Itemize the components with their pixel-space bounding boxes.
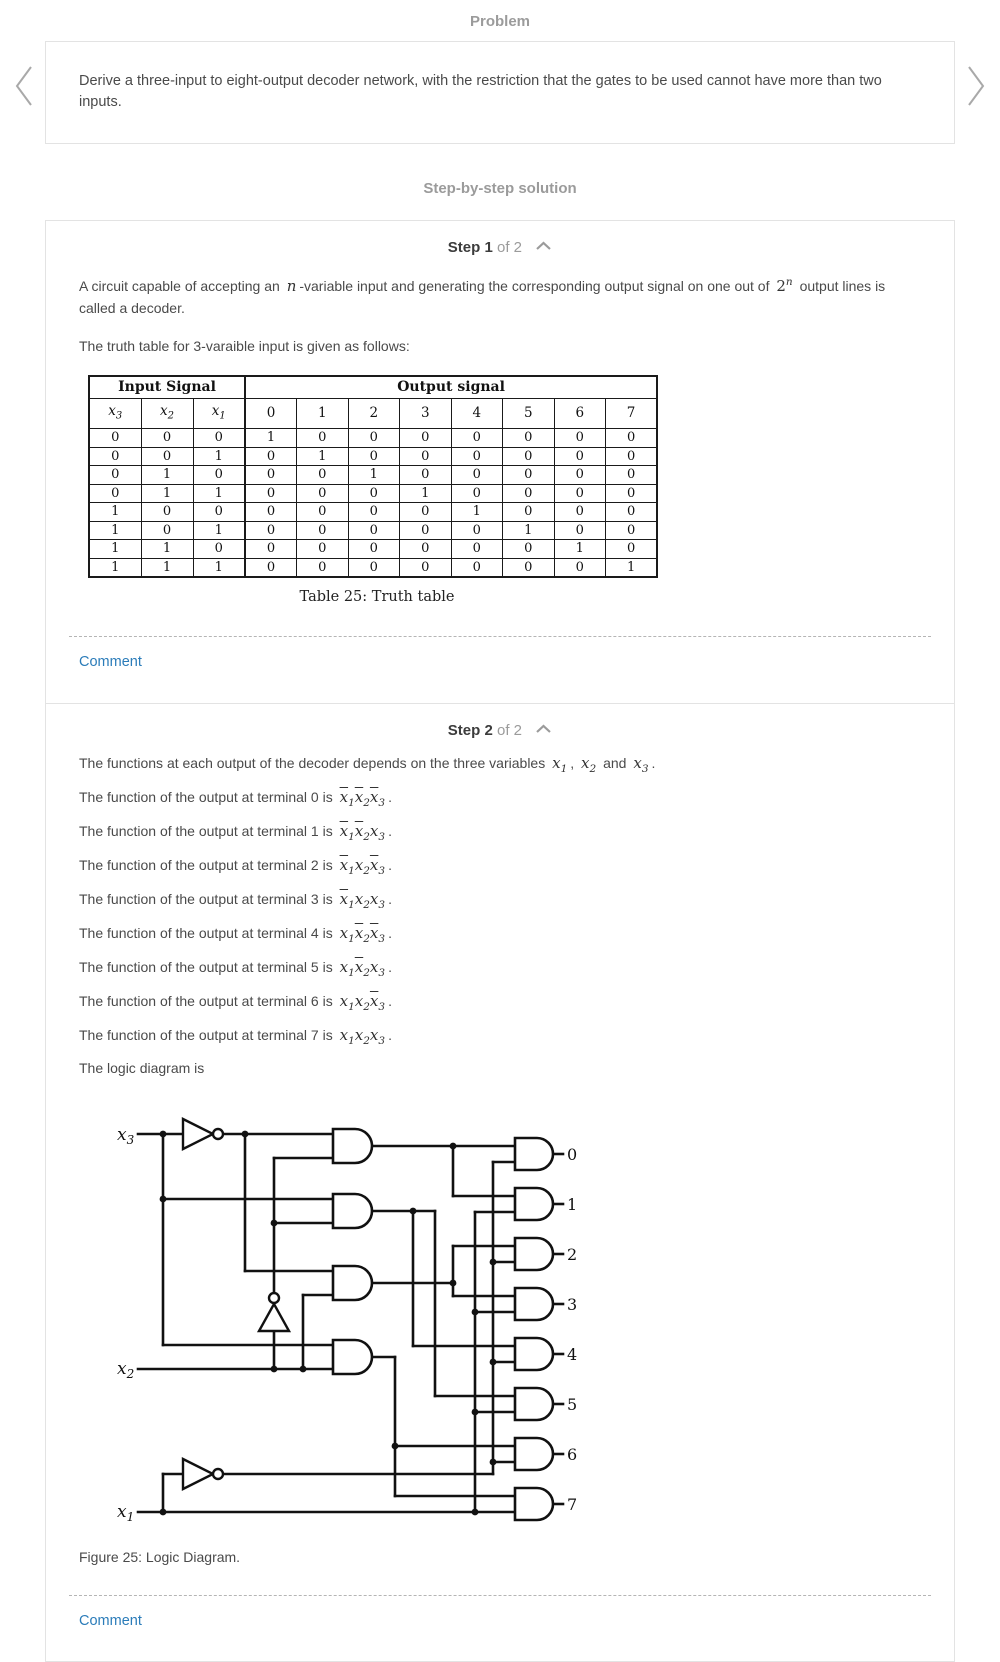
table-row [89, 503, 657, 522]
table-cell: 0 [297, 503, 349, 522]
table-cell: 0 [193, 429, 245, 448]
math-expression: $x_1\overline{x}_2\overline{x}_3$ [339, 924, 386, 946]
table-cell: 1 [554, 540, 606, 559]
table-output-col-header: 4 [451, 398, 503, 429]
table-cell: 0 [554, 429, 606, 448]
and-gates-output [515, 1138, 553, 1520]
truth-table [88, 375, 658, 579]
chevron-up-icon [535, 238, 552, 255]
table-cell: 0 [193, 540, 245, 559]
table-group-header-output: Output signal [245, 376, 657, 399]
table-cell: 0 [193, 466, 245, 485]
table-cell: 1 [141, 540, 193, 559]
table-cell: 1 [141, 558, 193, 577]
table-cell: 0 [297, 466, 349, 485]
step-2-card [45, 703, 955, 1662]
table-caption: Table 25: Truth table [299, 589, 455, 606]
table-cell: 0 [451, 558, 503, 577]
step1-paragraph-2: The truth table for 3-varaible input is given as follows: [79, 337, 410, 354]
step1-paragraph-1: A circuit capable of accepting an n -variable input and generating the corresponding output signal on one out of 2$^n$ output lines is called a decoder. [79, 276, 886, 316]
table-cell: 1 [297, 447, 349, 466]
not-gate-x1 [183, 1459, 223, 1489]
math-expression: $\overline{x}_1\overline{x}_2\overline{x}_3$ [339, 788, 386, 810]
table-output-col-header: 3 [400, 398, 452, 429]
table-cell: 0 [348, 484, 400, 503]
output-label-7: 7 [567, 1494, 578, 1514]
table-cell: 0 [245, 466, 297, 485]
comment-link[interactable]: Comment [79, 1612, 142, 1629]
step-1-of: of 2 [496, 239, 523, 257]
table-subheader-row [89, 398, 657, 429]
table-cell: 0 [297, 521, 349, 540]
table-cell: 0 [606, 484, 658, 503]
table-cell: 0 [400, 466, 452, 485]
table-cell: 0 [451, 447, 503, 466]
logic-diagram [103, 1091, 578, 1531]
table-cell: 1 [400, 484, 452, 503]
and-gates-first-level [333, 1129, 372, 1374]
math-expression: $\overline{x}_1\overline{x}_2x_3$ [339, 822, 386, 844]
step2-line-9: The logic diagram is [79, 1060, 205, 1077]
table-cell: 0 [348, 540, 400, 559]
table-cell: 0 [297, 540, 349, 559]
table-cell: 0 [297, 558, 349, 577]
table-row [89, 540, 657, 559]
collapse-step-1-button[interactable] [535, 238, 552, 255]
table-cell: 0 [141, 429, 193, 448]
table-input-col-header: $x_1$ [193, 398, 245, 429]
table-cell: 0 [245, 540, 297, 559]
step-2-of: of 2 [496, 721, 523, 739]
table-cell: 1 [451, 503, 503, 522]
output-label-0: 0 [567, 1144, 578, 1164]
table-cell: 1 [141, 466, 193, 485]
table-cell: 0 [297, 429, 349, 448]
table-cell: 0 [606, 466, 658, 485]
table-cell: 0 [606, 447, 658, 466]
step-2-label: Step 2 [447, 721, 493, 739]
math-expression: $x_2$ [581, 754, 597, 776]
page-title: Problem [469, 13, 530, 30]
table-cell: 0 [245, 447, 297, 466]
table-cell: 0 [89, 466, 141, 485]
table-cell: 0 [89, 447, 141, 466]
table-output-col-header: 2 [348, 398, 400, 429]
table-cell: 1 [193, 447, 245, 466]
table-cell: 0 [554, 484, 606, 503]
output-label-6: 6 [567, 1444, 578, 1464]
table-row [89, 447, 657, 466]
table-cell: 0 [503, 447, 555, 466]
table-cell: 0 [554, 466, 606, 485]
output-label-2: 2 [567, 1244, 578, 1264]
table-cell: 0 [193, 503, 245, 522]
table-output-col-header: 0 [245, 398, 297, 429]
table-cell: 0 [554, 503, 606, 522]
math-expression: $x_1x_2\overline{x}_3$ [339, 992, 386, 1014]
table-output-col-header: 5 [503, 398, 555, 429]
table-cell: 1 [348, 466, 400, 485]
step-1-header [46, 221, 954, 258]
table-output-col-header: 6 [554, 398, 606, 429]
math-expression: $x_3$ [633, 754, 649, 776]
table-output-col-header: 7 [606, 398, 658, 429]
table-cell: 0 [554, 521, 606, 540]
table-cell: 0 [503, 466, 555, 485]
table-cell: 0 [245, 558, 297, 577]
table-row [89, 521, 657, 540]
table-cell: 0 [503, 484, 555, 503]
input-label-x2: $x_2$ [117, 1358, 135, 1381]
table-cell: 1 [503, 521, 555, 540]
table-cell: 0 [89, 429, 141, 448]
table-input-col-header: $x_3$ [89, 398, 141, 429]
chevron-up-icon [535, 721, 552, 738]
table-cell: 0 [141, 503, 193, 522]
table-cell: 0 [606, 521, 658, 540]
table-cell: 1 [89, 558, 141, 577]
output-label-1: 1 [567, 1194, 578, 1214]
step2-line-2: The function of the output at terminal 1 is $\overline{x}_1\overline{x}_2x_3$ . [79, 822, 392, 844]
math-expression: $x_1$ [552, 754, 568, 776]
figure-caption: Figure 25: Logic Diagram. [79, 1548, 241, 1565]
table-cell: 0 [606, 540, 658, 559]
table-cell: 0 [141, 447, 193, 466]
table-cell: 0 [451, 540, 503, 559]
table-cell: 0 [400, 540, 452, 559]
collapse-step-2-button[interactable] [535, 721, 552, 738]
table-cell: 0 [606, 429, 658, 448]
chevron-left-icon [12, 97, 36, 114]
table-cell: 0 [348, 558, 400, 577]
table-cell: 0 [89, 484, 141, 503]
table-cell: 0 [503, 429, 555, 448]
step2-line-5: The function of the output at terminal 4 is $x_1\overline{x}_2\overline{x}_3$ . [79, 924, 392, 946]
table-cell: 0 [348, 521, 400, 540]
table-cell: 0 [451, 521, 503, 540]
junction-dots [160, 1130, 497, 1515]
table-cell: 1 [193, 558, 245, 577]
problem-card [45, 41, 955, 144]
step2-text-block [79, 752, 921, 1079]
step2-line-6: The function of the output at terminal 5 is $x_1\overline{x}_2x_3$ . [79, 958, 392, 980]
table-cell: 1 [89, 540, 141, 559]
table-cell: 0 [503, 558, 555, 577]
step-divider [69, 1595, 931, 1596]
table-cell: 0 [554, 558, 606, 577]
step2-line-4: The function of the output at terminal 3 is $\overline{x}_1x_2x_3$ . [79, 890, 392, 912]
table-cell: 0 [451, 429, 503, 448]
table-cell: 1 [193, 484, 245, 503]
comment-link[interactable]: Comment [79, 653, 142, 670]
chevron-right-icon [964, 97, 988, 114]
table-cell: 0 [245, 521, 297, 540]
table-cell: 0 [400, 558, 452, 577]
table-cell: 0 [606, 503, 658, 522]
table-cell: 0 [503, 540, 555, 559]
table-cell: 0 [400, 521, 452, 540]
table-cell: 0 [245, 503, 297, 522]
table-cell: 0 [400, 429, 452, 448]
table-cell: 1 [141, 484, 193, 503]
table-cell: 1 [89, 503, 141, 522]
prev-problem-button[interactable] [10, 60, 38, 117]
table-cell: 0 [348, 503, 400, 522]
step2-line-7: The function of the output at terminal 6 is $x_1x_2\overline{x}_3$ . [79, 992, 392, 1014]
input-label-x3: $x_3$ [117, 1124, 135, 1147]
table-cell: 0 [400, 503, 452, 522]
table-row [89, 558, 657, 577]
table-cell: 0 [451, 466, 503, 485]
math-expression: n [286, 277, 297, 296]
table-cell: 0 [348, 429, 400, 448]
math-expression: $x_1x_2x_3$ [339, 1026, 386, 1048]
step-1-label: Step 1 [447, 239, 493, 257]
math-expression: $\overline{x}_1x_2x_3$ [339, 890, 386, 912]
table-input-col-header: $x_2$ [141, 398, 193, 429]
step2-line-0: The functions at each output of the decoder depends on the three variables $x_1$ , $x_2$ and $x_3$ . [79, 754, 656, 776]
table-cell: 0 [297, 484, 349, 503]
not-gate-x2 [259, 1293, 289, 1331]
table-group-header-input: Input Signal [89, 376, 245, 399]
table-cell: 0 [348, 447, 400, 466]
logic-diagram-wrap [103, 1091, 921, 1537]
table-cell: 1 [606, 558, 658, 577]
table-row [89, 429, 657, 448]
table-cell: 0 [245, 484, 297, 503]
step2-line-3: The function of the output at terminal 2 is $\overline{x}_1x_2\overline{x}_3$ . [79, 856, 392, 878]
math-expression: 2$^n$ [776, 276, 793, 296]
input-label-x1: $x_1$ [117, 1501, 135, 1524]
table-output-col-header: 1 [297, 398, 349, 429]
step2-line-1: The function of the output at terminal 0 is $\overline{x}_1\overline{x}_2\overline{x}_3$ . [79, 788, 392, 810]
output-label-3: 3 [567, 1294, 578, 1314]
next-problem-button[interactable] [962, 60, 990, 117]
math-expression: $x_1\overline{x}_2x_3$ [339, 958, 386, 980]
truth-table-wrap [88, 375, 666, 609]
table-cell: 0 [554, 447, 606, 466]
step-2-header [46, 704, 954, 741]
solution-heading: Step-by-step solution [423, 180, 577, 198]
output-label-4: 4 [567, 1344, 578, 1364]
table-cell: 0 [141, 521, 193, 540]
math-expression: $\overline{x}_1x_2\overline{x}_3$ [339, 856, 386, 878]
step-divider [69, 636, 931, 637]
not-gate-x3 [183, 1119, 223, 1149]
table-cell: 1 [193, 521, 245, 540]
table-cell: 0 [503, 503, 555, 522]
table-row [89, 484, 657, 503]
table-cell: 0 [400, 447, 452, 466]
output-label-5: 5 [567, 1394, 578, 1414]
step-1-card [45, 220, 955, 704]
table-cell: 1 [89, 521, 141, 540]
wires [138, 1134, 563, 1512]
table-cell: 1 [245, 429, 297, 448]
problem-text: Derive a three-input to eight-output decoder network, with the restriction that the gates to be used cannot have more than two inputs. [79, 73, 882, 111]
step2-line-8: The function of the output at terminal 7 is $x_1x_2x_3$ . [79, 1026, 392, 1048]
table-cell: 0 [451, 484, 503, 503]
table-row [89, 466, 657, 485]
